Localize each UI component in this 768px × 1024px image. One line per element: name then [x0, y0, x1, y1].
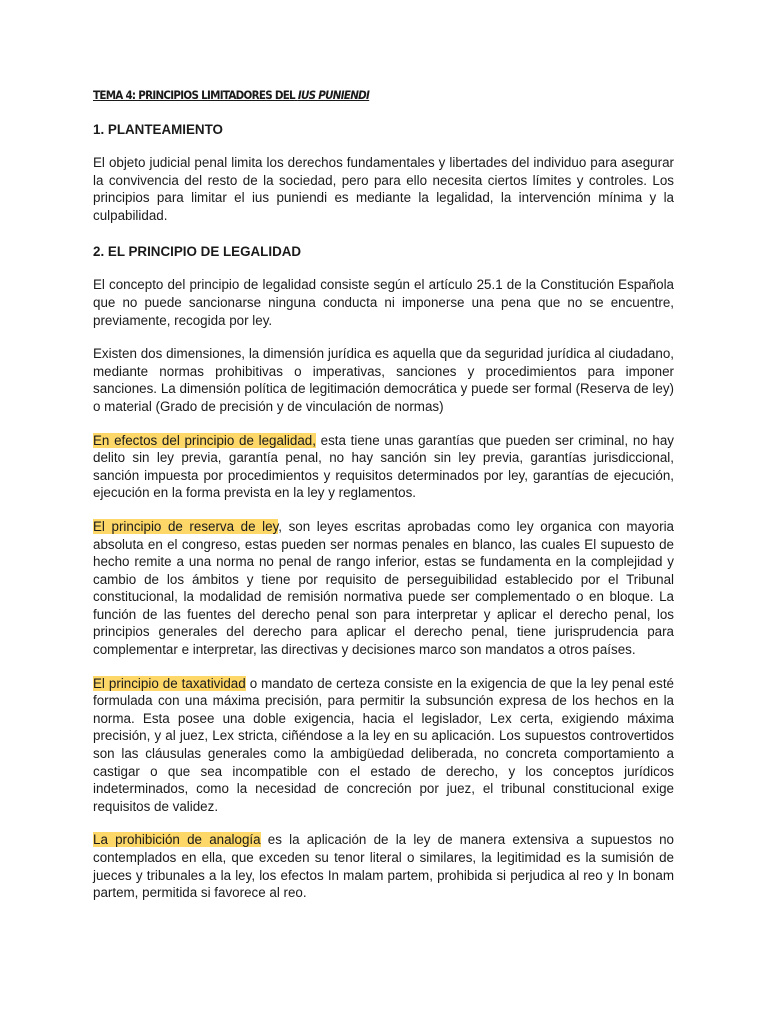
paragraph-analogia — [93, 831, 674, 901]
highlight-efectos-legalidad: En efectos del principio de legalidad, — [93, 432, 316, 448]
paragraph-dimensiones: Existen dos dimensiones, la dimensión jurídica es aquella que da seguridad jurídica al ciudadano, mediante normas prohibitivas o imperativas, sanciones y procedimientos para imponer sanciones. La dimensión política de legitimación democrática y puede ser formal (Reserva de ley) o material (Grado de precisión y de vinculación de normas) — [93, 346, 674, 414]
paragraph-planteamiento: El objeto judicial penal limita los derechos fundamentales y libertades del individuo para asegurar la convivencia del resto de la sociedad, pero para ello necesita ciertos límites y controles. Los principios para limitar el ius puniendi es mediante la legalidad, la intervención mínima y la culpabilidad. — [93, 155, 674, 223]
paragraph-reserva-de-ley — [93, 518, 674, 659]
paragraph-efectos-legalidad — [93, 432, 674, 502]
highlight-analogia: La prohibición de analogía — [93, 832, 261, 848]
document-title-text: TEMA 4: PRINCIPIOS LIMITADORES DEL — [93, 88, 295, 102]
highlight-taxatividad: El principio de taxatividad — [93, 675, 246, 691]
highlight-reserva-de-ley: El principio de reserva de ley — [93, 518, 279, 534]
section-heading-planteamiento: 1. PLANTEAMIENTO — [93, 122, 223, 137]
document-title — [93, 88, 616, 102]
document-title-italic: IUS PUNIENDI — [297, 88, 370, 102]
paragraph-taxatividad — [93, 675, 674, 816]
section-heading-legalidad: 2. EL PRINCIPIO DE LEGALIDAD — [93, 244, 302, 260]
paragraph-analogia-text: es la aplicación de la ley de manera extensiva a supuestos no contemplados en ella, que exceden su tenor literal o similares, la legitimidad es la sumisión de jueces y tribunales a la ley, los efectos In malam partem, prohibida si perjudica al reo y In bonam partem, permitida si favorece al reo. — [93, 832, 675, 901]
paragraph-taxatividad-text: o mandato de certeza consiste en la exigencia de que la ley penal esté formulada con una máxima precisión, para permitir la subsunción expresa de los hechos en la norma. Esta posee una doble exigencia, hacia el legislador, Lex certa, exigiendo máxima precisión, y al juez, Lex stricta, ciñéndose a la ley en su aplicación. Los supuestos controvertidos son las cláusulas generales como la ambigüedad deliberada, no concreta comportamiento a castigar o que sea incompatible con el estado de derecho, y los conceptos jurídicos indeterminados, como la necesidad de concreción por juez, el tribunal constitucional exige requisitos de validez. — [93, 675, 674, 814]
paragraph-concepto-legalidad: El concepto del principio de legalidad consiste según el artículo 25.1 de la Constitución Española que no puede sancionarse ninguna conducta ni imponerse una pena que no se encuentre, previamente, recogida por ley. — [93, 277, 674, 328]
paragraph-reserva-de-ley-text: , son leyes escritas aprobadas como ley organica con mayoria absoluta en el congreso, estas pueden ser normas penales en blanco, las cuales El supuesto de hecho remite a una norma no penal de rango inferior, estas se fundamenta en la complejidad y cambio de los ámbitos y tiene por requisito de perseguibilidad establecido por el Tribunal constitucional, la modalidad de remisión normativa puede ser complementado o en bloque. La función de las fuentes del derecho penal son para interpretar y aplicar el derecho penal, los principios generales del derecho para aplicar el derecho penal, tiene jurisprudencia para complementar e interpretar, las directivas y decisiones marco son mandatos a otros países. — [93, 518, 674, 658]
paragraph-efectos-legalidad-text: esta tiene unas garantías que pueden ser criminal, no hay delito sin ley previa, garantía penal, no hay sanción sin ley previa, garantías jurisdiccional, sanción impuesta por procedimientos y requisitos determinados por ley, garantías de ejecución, ejecución en la forma prevista en la ley y reglamentos. — [93, 432, 674, 501]
